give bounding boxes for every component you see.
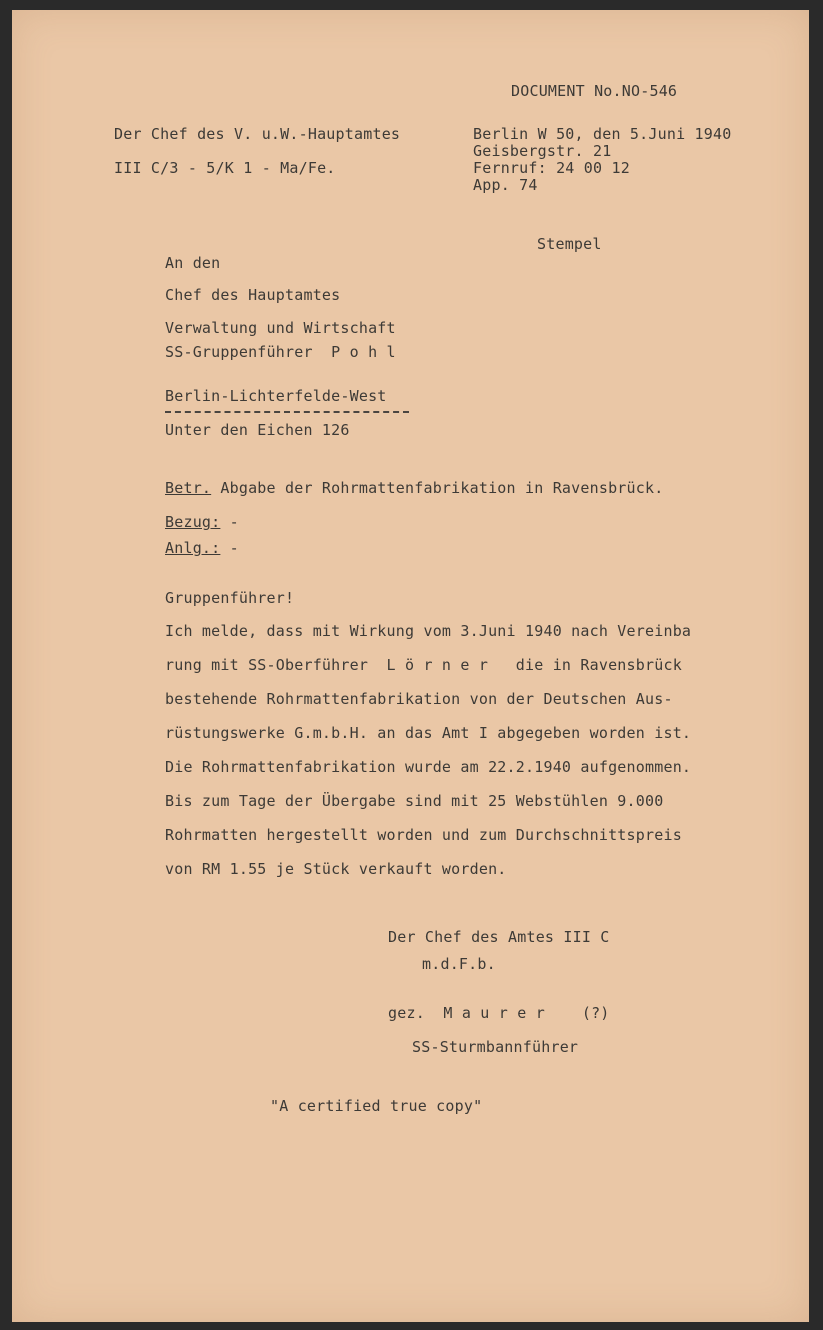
body-line: Rohrmatten hergestellt worden und zum Durchschnittspreis bbox=[165, 826, 682, 844]
body-line: Ich melde, dass mit Wirkung vom 3.Juni 1940 nach Vereinba bbox=[165, 622, 692, 640]
street-address: Geisbergstr. 21 bbox=[473, 142, 612, 160]
sender-reference: III C/3 - 5/K 1 - Ma/Fe. bbox=[114, 159, 336, 177]
document-number: DOCUMENT No.NO-546 bbox=[511, 82, 678, 100]
stamp-label: Stempel bbox=[537, 235, 602, 253]
enclosure-label: Anlg.: bbox=[165, 539, 221, 557]
place-date: Berlin W 50, den 5.Juni 1940 bbox=[473, 125, 732, 143]
recipient-line-1: An den bbox=[165, 254, 221, 272]
recipient-city: Berlin-Lichterfelde-West bbox=[165, 387, 387, 405]
certification-note: "A certified true copy" bbox=[270, 1097, 483, 1115]
recipient-line-3: Verwaltung und Wirtschaft bbox=[165, 319, 396, 337]
extension: App. 74 bbox=[473, 176, 538, 194]
signature-office: Der Chef des Amtes III C bbox=[388, 928, 610, 946]
signature-name: gez. M a u r e r (?) bbox=[388, 1004, 610, 1022]
signature-authority: m.d.F.b. bbox=[422, 955, 496, 973]
subject-label: Betr. bbox=[165, 479, 212, 497]
subject-line bbox=[165, 480, 663, 497]
subject-text: Abgabe der Rohrmattenfabrikation in Ravensbrück. bbox=[211, 479, 664, 497]
body-line: von RM 1.55 je Stück verkauft worden. bbox=[165, 860, 507, 878]
body-line: rung mit SS-Oberführer L ö r n e r die in Ravensbrück bbox=[165, 656, 682, 674]
sender-office: Der Chef des V. u.W.-Hauptamtes bbox=[114, 125, 401, 143]
recipient-line-2: Chef des Hauptamtes bbox=[165, 286, 341, 304]
reference-line bbox=[165, 514, 239, 531]
phone-number: Fernruf: 24 00 12 bbox=[473, 159, 630, 177]
body-line: rüstungswerke G.m.b.H. an das Amt I abgegeben worden ist. bbox=[165, 724, 692, 742]
recipient-line-4: SS-Gruppenführer P o h l bbox=[165, 343, 396, 361]
recipient-street: Unter den Eichen 126 bbox=[165, 421, 350, 439]
body-line: Bis zum Tage der Übergabe sind mit 25 Webstühlen 9.000 bbox=[165, 792, 664, 810]
body-line: bestehende Rohrmattenfabrikation von der Deutschen Aus- bbox=[165, 690, 673, 708]
reference-value: - bbox=[220, 513, 239, 531]
enclosure-value: - bbox=[220, 539, 239, 557]
body-line: Die Rohrmattenfabrikation wurde am 22.2.1940 aufgenommen. bbox=[165, 758, 692, 776]
document-page bbox=[12, 10, 809, 1322]
signature-rank: SS-Sturmbannführer bbox=[412, 1038, 579, 1056]
enclosure-line bbox=[165, 540, 239, 557]
reference-label: Bezug: bbox=[165, 513, 221, 531]
salutation: Gruppenführer! bbox=[165, 589, 295, 607]
city-underline bbox=[165, 411, 409, 413]
